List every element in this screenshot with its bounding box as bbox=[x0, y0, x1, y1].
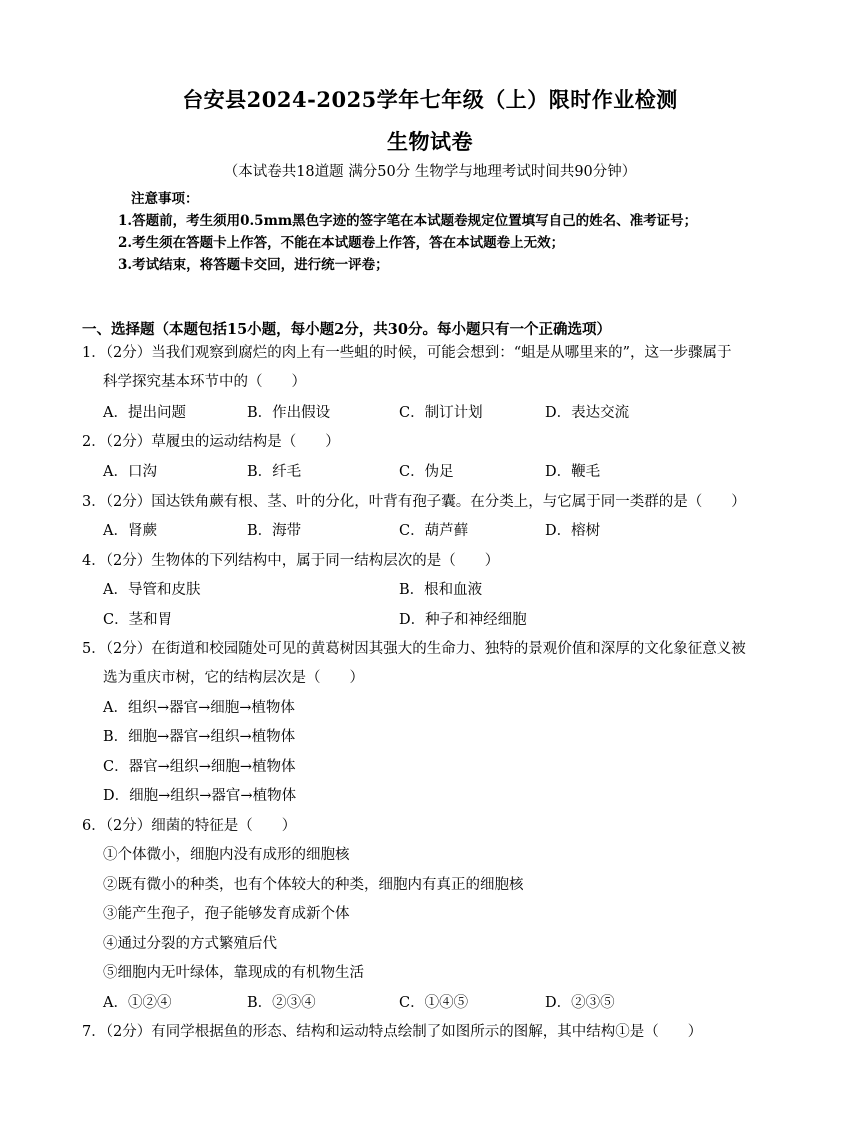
question-1-option-c: C．制订计划 bbox=[399, 405, 483, 421]
notice-heading: 注意事项： bbox=[131, 191, 199, 207]
question-6-statement: ①个体微小，细胞内没有成形的细胞核 bbox=[103, 847, 350, 863]
question-2-option-c: C．伪足 bbox=[399, 464, 454, 480]
question-7-stem: 7．（2分）有同学根据鱼的形态、结构和运动特点绘制了如图所示的图解，其中结构①是（ ） bbox=[82, 1024, 703, 1040]
question-6-option-b: B．②③④ bbox=[247, 995, 316, 1011]
notice-block bbox=[118, 188, 697, 276]
question-5-stem-cont: 选为重庆市树，它的结构层次是（ ） bbox=[103, 670, 364, 686]
question-6-stem: 6．（2分）细菌的特征是（ ） bbox=[82, 818, 297, 834]
question-5-option-d: D．细胞→组织→器官→植物体 bbox=[103, 788, 297, 804]
question-1-option-d: D．表达交流 bbox=[545, 405, 630, 421]
question-6-option-a: A．①②④ bbox=[103, 995, 172, 1011]
question-1-stem-cont: 科学探究基本环节中的（ ） bbox=[103, 374, 306, 390]
question-1-option-a: A．提出问题 bbox=[103, 405, 186, 421]
question-5-option-a: A．组织→器官→细胞→植物体 bbox=[103, 700, 295, 716]
question-6-statement: ⑤细胞内无叶绿体，靠现成的有机物生活 bbox=[103, 965, 364, 981]
question-3-option-d: D．榕树 bbox=[545, 523, 601, 539]
question-5-option-c: C．器官→组织→细胞→植物体 bbox=[103, 759, 296, 775]
question-4-stem: 4．（2分）生物体的下列结构中，属于同一结构层次的是（ ） bbox=[82, 553, 500, 569]
question-2-stem: 2．（2分）草履虫的运动结构是（ ） bbox=[82, 434, 340, 450]
exam-info: （本试卷共18道题 满分50分 生物学与地理考试时间共90分钟） bbox=[223, 164, 637, 180]
question-1-stem: 1．（2分）当我们观察到腐烂的肉上有一些蛆的时候，可能会想到：“蛆是从哪里来的”，这一步骤属于 bbox=[82, 345, 732, 361]
notice-item: 2.考生须在答题卡上作答，不能在本试题卷上作答，答在本试题卷上无效； bbox=[118, 235, 565, 251]
question-6-statement: ②既有微小的种类，也有个体较大的种类，细胞内有真正的细胞核 bbox=[103, 877, 524, 893]
notice-item: 3.考试结束，将答题卡交回，进行统一评卷； bbox=[118, 257, 389, 273]
question-2-option-d: D．鞭毛 bbox=[545, 464, 601, 480]
question-3-option-c: C．葫芦藓 bbox=[399, 523, 469, 539]
question-5-option-b: B．细胞→器官→组织→植物体 bbox=[103, 729, 296, 745]
question-4-option-c: C．茎和胃 bbox=[103, 612, 173, 628]
question-6-option-d: D．②③⑤ bbox=[545, 995, 615, 1011]
question-3-option-a: A．肾蕨 bbox=[103, 523, 157, 539]
notice-item: 1.答题前，考生须用0.5mm黑色字迹的签字笔在本试题卷规定位置填写自己的姓名、准考证号； bbox=[118, 213, 698, 229]
section-heading: 一、选择题（本题包括15小题，每小题2分，共30分。每小题只有一个正确选项） bbox=[82, 321, 611, 338]
question-4-option-a: A．导管和皮肤 bbox=[103, 582, 201, 598]
question-6-statement: ③能产生孢子，孢子能够发育成新个体 bbox=[103, 906, 350, 922]
subject-title: 生物试卷 bbox=[387, 129, 473, 154]
question-5-stem: 5．（2分）在街道和校园随处可见的黄葛树因其强大的生命力、独特的景观价值和深厚的文化象征意义被 bbox=[82, 641, 746, 657]
question-4-option-d: D．种子和神经细胞 bbox=[399, 612, 527, 628]
question-4-option-b: B．根和血液 bbox=[399, 582, 483, 598]
exam-title: 台安县2024-2025学年七年级（上）限时作业检测 bbox=[182, 87, 678, 112]
question-6-statement: ④通过分裂的方式繁殖后代 bbox=[103, 936, 277, 952]
question-1-option-b: B．作出假设 bbox=[247, 405, 331, 421]
question-3-stem: 3．（2分）国达铁角蕨有根、茎、叶的分化，叶背有孢子囊。在分类上，与它属于同一类群的是（ ） bbox=[82, 494, 746, 510]
question-6-option-c: C．①④⑤ bbox=[399, 995, 469, 1011]
question-3-option-b: B．海带 bbox=[247, 523, 302, 539]
question-2-option-a: A．口沟 bbox=[103, 464, 157, 480]
question-2-option-b: B．纤毛 bbox=[247, 464, 302, 480]
